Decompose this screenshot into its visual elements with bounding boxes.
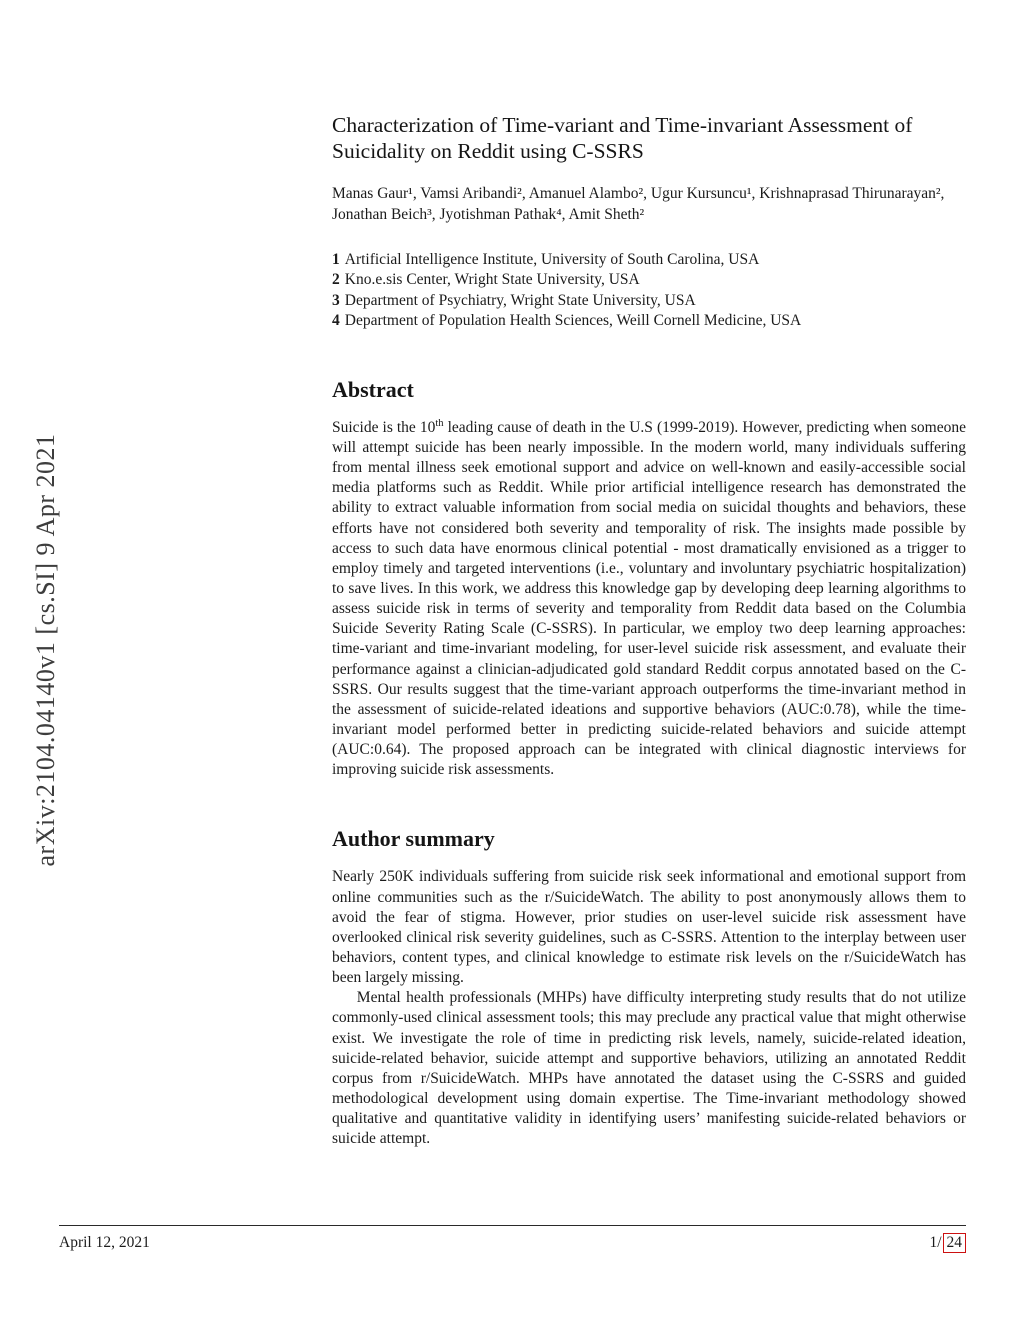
affiliation-item bbox=[332, 311, 966, 331]
affiliation-number: 2 bbox=[332, 271, 340, 289]
page-total-link[interactable]: 24 bbox=[943, 1233, 967, 1253]
affiliation-text: Kno.e.sis Center, Wright State University, USA bbox=[344, 271, 640, 289]
affiliation-text: Department of Psychiatry, Wright State University, USA bbox=[344, 291, 696, 309]
footer-rule bbox=[59, 1225, 966, 1226]
affiliation-list bbox=[332, 250, 966, 331]
page-separator: / bbox=[937, 1233, 942, 1251]
affiliation-text: Department of Population Health Sciences, Weill Cornell Medicine, USA bbox=[344, 311, 802, 329]
affiliation-number: 1 bbox=[332, 251, 340, 269]
affiliation-item bbox=[332, 250, 966, 270]
abstract-text-rest: leading cause of death in the U.S (1999-2019). However, predicting when someone will attempt suicide has been nearly impossible. In the modern world, many individuals suffering from mental illness seek emotional support and advice on well-known and easily-accessible social media platforms such as Reddit. While prior artificial intelligence research has demonstrated the ability to extract valuable information from social media on suicidal thoughts and behaviors, these efforts have not considered both severity and temporality of risk. The insights made possible by access to such data have enormous clinical potential - most dramatically envisioned as a trigger to employ timely and targeted interventions (i.e., voluntary and involuntary psychiatric hospitalization) to save lives. In this work, we address this knowledge gap by developing deep learning algorithms to assess suicide risk in terms of severity and temporality from Reddit data based on the Columbia Suicide Severity Rating Scale (C-SSRS). In particular, we employ two deep learning approaches: time-variant and time-invariant modeling, for user-level suicide risk assessment, and evaluate their performance against a clinician-adjudicated gold standard Reddit corpus annotated based on the C-SSRS. Our results suggest that the time-variant approach outperforms the time-invariant method in the assessment of suicide-related ideations and supportive behaviors (AUC:0.78), while the time-invariant model performed better in predicting suicide-related behaviors and suicide attempt (AUC:0.64). The proposed approach can be integrated with clinical diagnostic interviews for improving suicide risk assessments. bbox=[332, 418, 966, 779]
arxiv-watermark: arXiv:2104.04140v1 [cs.SI] 9 Apr 2021 bbox=[31, 433, 60, 867]
affiliation-number: 4 bbox=[332, 311, 340, 329]
abstract-heading: Abstract bbox=[332, 376, 414, 402]
page-number bbox=[929, 1233, 966, 1253]
footer-date: April 12, 2021 bbox=[59, 1233, 150, 1251]
affiliation-number: 3 bbox=[332, 291, 340, 309]
affiliation-item bbox=[332, 270, 966, 290]
affiliation-item bbox=[332, 291, 966, 311]
abstract-text bbox=[332, 418, 966, 781]
author-summary-para-2: Mental health professionals (MHPs) have difficulty interpreting study results that do not utilize commonly-used clinical assessment tools; this may preclude any practical value that might otherwise exist. We investigate the role of time in predicting risk levels, namely, suicide-related ideation, suicide-related behavior, suicide attempt and supportive behaviors, utilizing an annotated Reddit corpus from r/SuicideWatch. MHPs have annotated the dataset using the C-SSRS and guided methodological development using domain expertise. The Time-invariant methodology showed qualitative and quantitative validity in identifying users’ manifesting suicide-related behaviors or suicide attempt. bbox=[332, 989, 966, 1148]
paper-title: Characterization of Time-variant and Time-invariant Assessment of Suicidality on Reddit using C-SSRS bbox=[332, 113, 913, 164]
author-summary-heading: Author summary bbox=[332, 826, 495, 852]
footer bbox=[59, 1233, 966, 1253]
author-summary-para-1: Nearly 250K individuals suffering from suicide risk seek informational and emotional support from online communities such as the r/SuicideWatch. The ability to post anonymously allows them to avoid the fear of stigma. However, prior studies on user-level suicide risk assessment have overlooked clinical risk severity guidelines, such as C-SSRS. Attention to the interplay between user behaviors, content types, and clinical knowledge to estimate risk levels on the r/SuicideWatch has been largely missing. bbox=[332, 868, 966, 987]
abstract-text-pre: Suicide is the 10 bbox=[332, 418, 436, 436]
ordinal-superscript: th bbox=[435, 417, 444, 429]
page-current: 1 bbox=[929, 1233, 938, 1251]
author-list: Manas Gaur¹, Vamsi Aribandi², Amanuel Alambo², Ugur Kursuncu¹, Krishnaprasad Thirunarayan², Jonathan Beich³, Jyotishman Pathak⁴, Amit Sheth² bbox=[332, 185, 945, 224]
affiliation-text: Artificial Intelligence Institute, University of South Carolina, USA bbox=[344, 251, 760, 269]
paper-content bbox=[332, 0, 966, 1149]
